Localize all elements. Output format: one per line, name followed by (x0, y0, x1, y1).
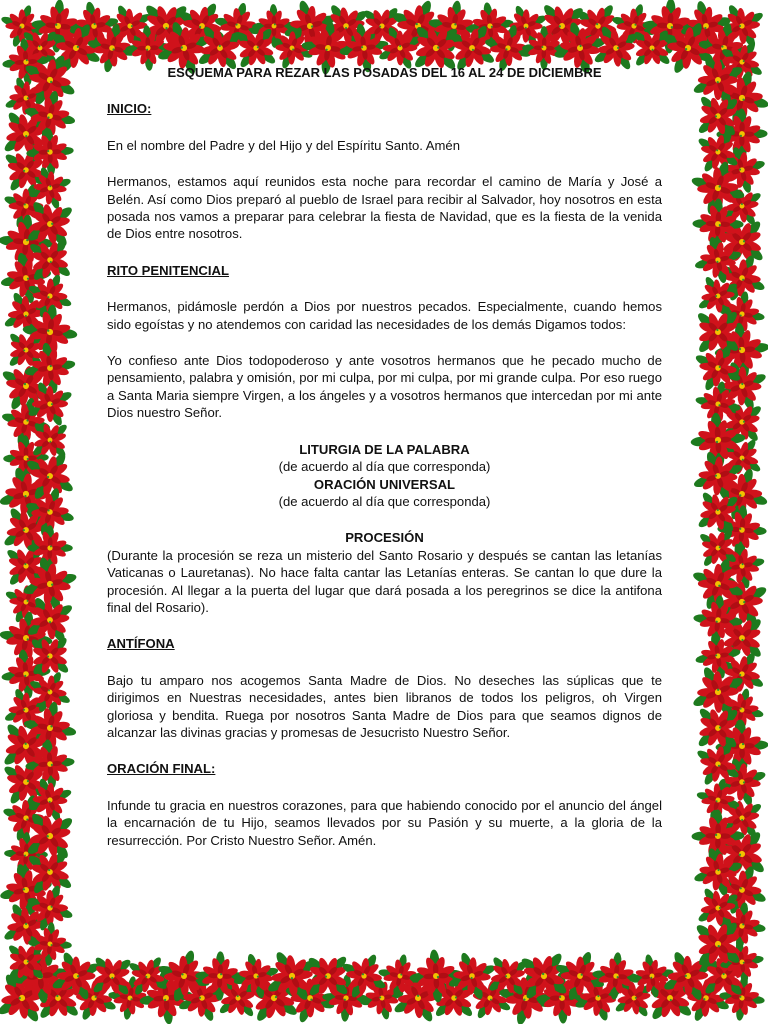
liturgia-heading: LITURGIA DE LA PALABRA (299, 441, 470, 457)
antifona-heading: ANTÍFONA (107, 636, 175, 652)
document-title: ESQUEMA PARA REZAR LAS POSADAS DEL 16 AL 24 DE DICIEMBRE (167, 65, 602, 80)
inicio-paragraph: Hermanos, estamos aquí reunidos esta noche para recordar el camino de María y José a Belén. Así como Dios preparó al pueblo de Israel para recibir al Salvador, hoy nosotros en esta posada nos vamos a preparar para celebrar la fiesta de Navidad, que es la fiesta de la venida de Dios entre nosotros. (107, 174, 662, 242)
liturgia-note: (de acuerdo al día que corresponda) (278, 459, 491, 475)
oracion-universal-heading: ORACIÓN UNIVERSAL (313, 476, 456, 492)
procesion-heading: PROCESIÓN (345, 530, 424, 546)
rito-paragraph-1: Hermanos, pidámosle perdón a Dios por nuestros pecados. Especialmente, cuando hemos sido egoístas y no atendemos con caridad las necesidades de los demás Digamos todos: (107, 299, 662, 332)
rito-heading: RITO PENITENCIAL (107, 262, 229, 278)
inicio-invocation: En el nombre del Padre y del Hijo y del Espíritu Santo. Amén (107, 137, 460, 153)
posadas-document (107, 64, 662, 868)
oracion-final-heading: ORACIÓN FINAL: (107, 761, 216, 777)
antifona-paragraph: Bajo tu amparo nos acogemos Santa Madre de Dios. No deseches las súplicas que te dirigimos en Nuestras necesidades, antes bien libranos de todos los peligros, oh Virgen gloriosa y bendita. Ruega por nosotros Santa Madre de Dios para que seamos dignos de alcanzar las divinas gracias y promesas de Jesucristo Nuestro Señor. (107, 672, 662, 740)
oracion-final-paragraph: Infunde tu gracia en nuestros corazones, para que habiendo conocido por el anuncio del ángel la encarnación de tu Hijo, seamos llevados por su Pasión y su muerte, a la gloria de la resurrección. Por Cristo Nuestro Señor. Amén. (107, 797, 662, 848)
rito-paragraph-2: Yo confieso ante Dios todopoderoso y ante vosotros hermanos que he pecado mucho de pensamiento, palabra y omisión, por mi culpa, por mi culpa, por mi grande culpa. Por eso ruego a Santa Maria siempre Virgen, a los ángeles y a vosotros hermanos que intercedan por mi ante Dios nuestro Señor. (107, 353, 662, 421)
procesion-paragraph: (Durante la procesión se reza un misterio del Santo Rosario y después se cantan las letanías Vaticanas o Lauretanas). No hace falta cantar las Letanías enteras. Se cantan lo que dure la procesión. Al llegar a la puerta del lugar que dará posada a los peregrinos se dice la antifona final del Rosario). (107, 547, 662, 615)
inicio-heading: INICIO: (107, 101, 152, 117)
oracion-universal-note: (de acuerdo al día que corresponda) (278, 493, 491, 509)
